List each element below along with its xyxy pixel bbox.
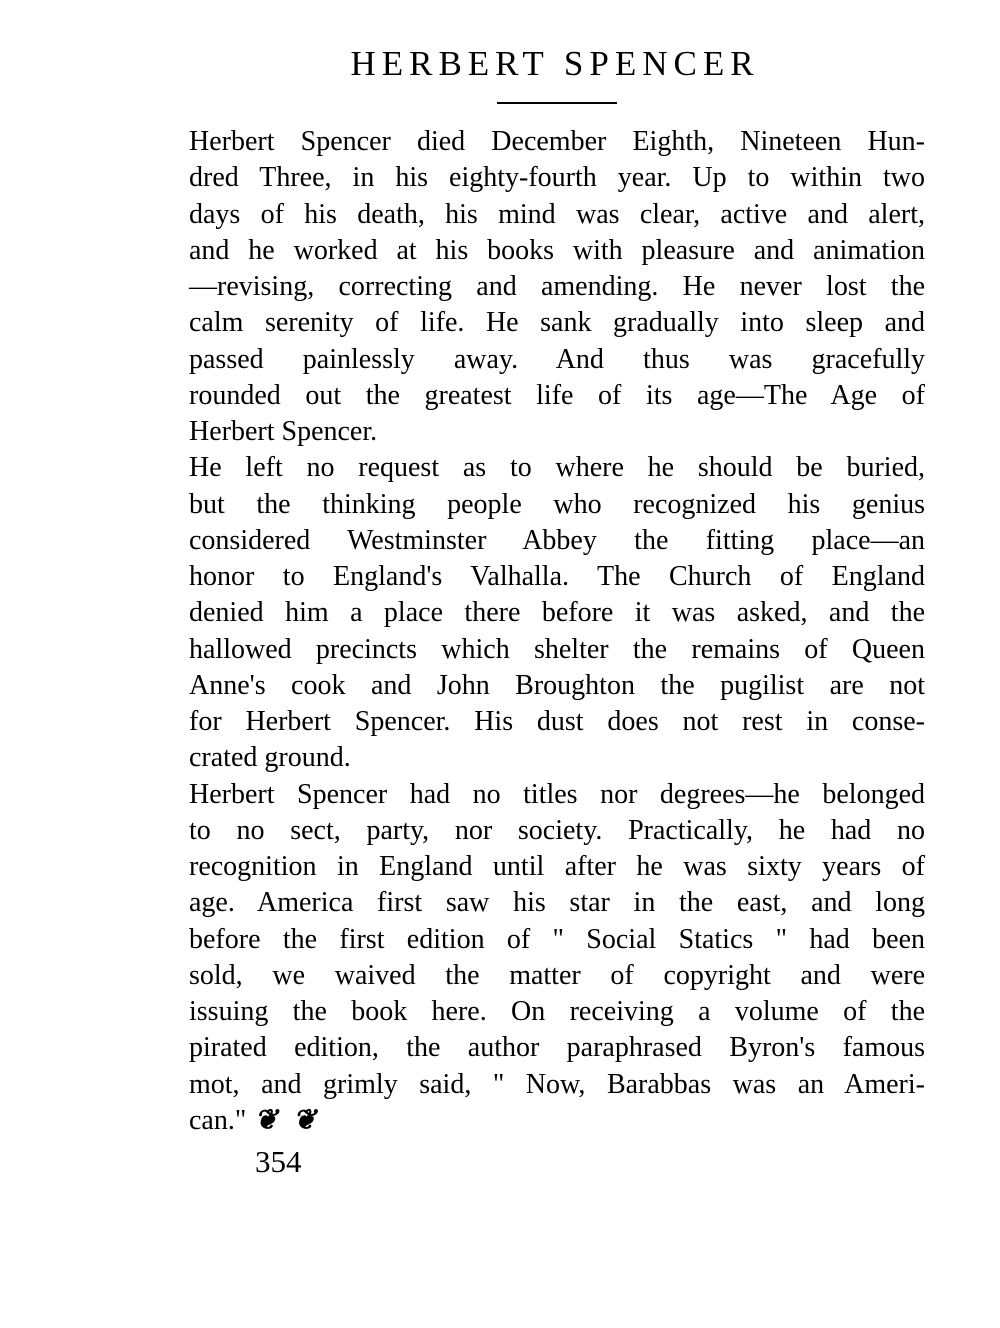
text-line <box>189 704 925 740</box>
text-line <box>189 305 925 341</box>
line-text: Anne's cook and John Broughton the pugilist are not <box>189 669 925 701</box>
text-line <box>189 197 925 233</box>
text-line <box>189 777 925 813</box>
text-line <box>189 813 925 849</box>
title-rule <box>497 102 617 104</box>
line-text: —revising, correcting and amending. He never lost the <box>189 271 925 302</box>
line-text: can." <box>189 1104 247 1136</box>
text-line <box>189 487 925 523</box>
line-text: to no sect, party, nor society. Practically, he had no <box>189 814 925 846</box>
line-text: before the first edition of " Social Statics " had been <box>189 923 925 955</box>
line-text: Herbert Spencer. <box>189 416 378 447</box>
text-line <box>189 632 925 668</box>
text-line <box>189 378 925 414</box>
text-line <box>189 160 925 196</box>
text-line <box>189 414 925 450</box>
text-line <box>189 523 925 559</box>
line-text: pirated edition, the author paraphrased Byron's famous <box>189 1032 925 1064</box>
text-line <box>189 668 925 704</box>
line-text: passed painlessly away. And thus was gracefully <box>189 343 925 375</box>
line-text: recognition in England until after he was sixty years of <box>189 851 925 882</box>
text-line <box>189 740 925 776</box>
page-number: 354 <box>255 1144 302 1179</box>
line-text: age. America first saw his star in the east, and long <box>189 887 925 919</box>
line-text: but the thinking people who recognized his genius <box>189 488 925 520</box>
text-line <box>189 559 925 595</box>
line-text: honor to England's Valhalla. The Church of England <box>189 561 925 592</box>
line-text: He left no request as to where he should be buried, <box>189 452 925 484</box>
text-line <box>189 1067 925 1103</box>
text-line <box>189 994 925 1030</box>
text-line <box>189 450 925 486</box>
page-body <box>189 124 925 1139</box>
text-line <box>189 958 925 994</box>
line-text: hallowed precincts which shelter the remains of Queen <box>189 633 925 665</box>
text-line <box>189 233 925 269</box>
line-text: calm serenity of life. He sank gradually into sleep and <box>189 307 925 339</box>
line-text: Herbert Spencer died December Eighth, Nineteen Hun- <box>189 126 925 157</box>
line-text: dred Three, in his eighty-fourth year. Up to within two <box>189 162 925 194</box>
line-text: crated ground. <box>189 742 351 774</box>
text-line <box>189 269 925 305</box>
text-line <box>189 922 925 958</box>
line-text: mot, and grimly said, " Now, Barabbas was an Ameri- <box>189 1068 925 1100</box>
text-line <box>189 342 925 378</box>
text-line <box>189 885 925 921</box>
leaf-ornament-icon: ❦ ❦ <box>254 1104 321 1136</box>
line-text: and he worked at his books with pleasure and animation <box>189 234 925 266</box>
line-text: considered Westminster Abbey the fitting place—an <box>189 524 925 556</box>
line-text: Herbert Spencer had no titles nor degrees—he belonged <box>189 778 925 810</box>
line-text: rounded out the greatest life of its age—The Age of <box>189 379 925 411</box>
line-text: issuing the book here. On receiving a volume of the <box>189 996 925 1027</box>
line-text: days of his death, his mind was clear, active and alert, <box>189 198 925 230</box>
line-text: sold, we waived the matter of copyright and were <box>189 959 925 991</box>
running-title: HERBERT SPENCER <box>350 44 760 83</box>
text-line <box>189 1103 925 1139</box>
text-line <box>189 595 925 631</box>
line-text: for Herbert Spencer. His dust does not rest in conse- <box>189 706 925 737</box>
text-line <box>189 849 925 885</box>
text-line <box>189 124 925 160</box>
text-line <box>189 1030 925 1066</box>
line-text: denied him a place there before it was asked, and the <box>189 597 925 629</box>
